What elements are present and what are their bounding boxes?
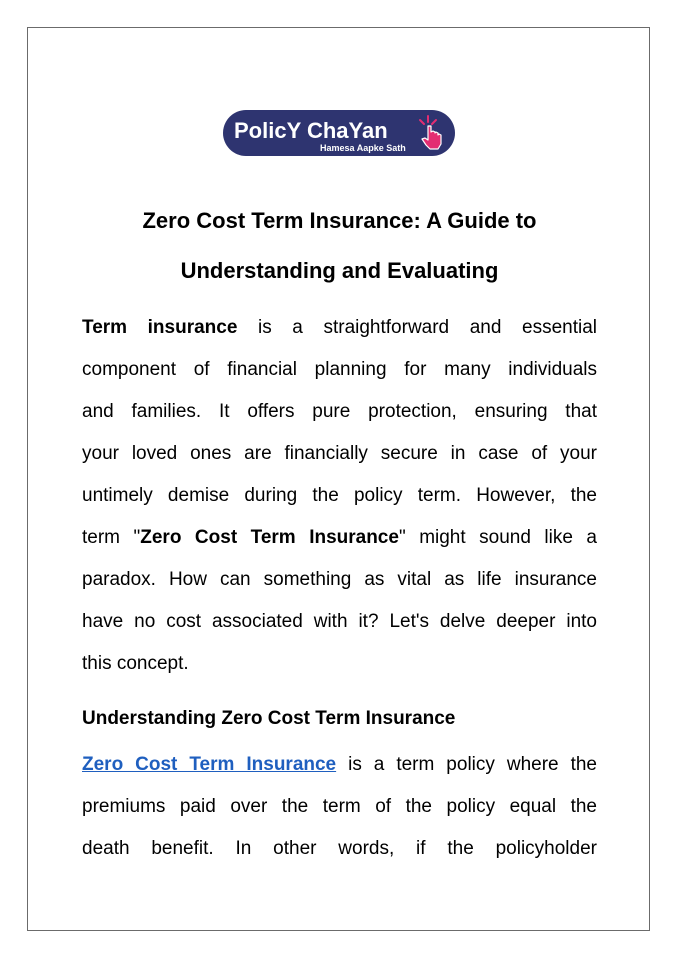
intro-line: component of financial planning for many individuals: [82, 359, 597, 380]
logo-brand-text: PolicY ChaYan: [234, 118, 388, 143]
definition-line: death benefit. In other words, if the policyholder: [82, 838, 597, 859]
section-heading: Understanding Zero Cost Term Insurance: [82, 708, 456, 729]
term-insurance-bold: Term insurance: [82, 317, 238, 338]
zero-cost-bold: Zero Cost Term Insurance: [140, 527, 399, 548]
article-title-line-1: Zero Cost Term Insurance: A Guide to: [142, 208, 537, 233]
definition-line: premiums paid over the term of the policy equal the: [82, 796, 597, 817]
intro-paragraph: [82, 307, 597, 685]
definition-paragraph: [82, 744, 597, 870]
article-title-line-2: Understanding and Evaluating: [180, 258, 499, 283]
definition-line: Zero Cost Term Insurance is a term policy where the: [82, 754, 597, 775]
intro-line: untimely demise during the policy term. However, the: [82, 485, 597, 506]
zero-cost-term-insurance-link[interactable]: Zero Cost Term Insurance: [82, 754, 337, 775]
intro-line: paradox. How can something as vital as life insurance: [82, 569, 597, 590]
intro-line: have no cost associated with it? Let's delve deeper into: [82, 611, 597, 632]
intro-line: and families. It offers pure protection, ensuring that: [82, 401, 597, 422]
logo-tagline-text: Hamesa Aapke Sath: [320, 143, 406, 153]
intro-line: term "Zero Cost Term Insurance" might sound like a: [82, 527, 597, 548]
intro-line: your loved ones are financially secure in case of your: [82, 443, 597, 464]
policy-chayan-logo: [222, 108, 456, 158]
intro-line: this concept.: [82, 653, 189, 674]
intro-line: Term insurance is a straightforward and essential: [82, 317, 597, 338]
